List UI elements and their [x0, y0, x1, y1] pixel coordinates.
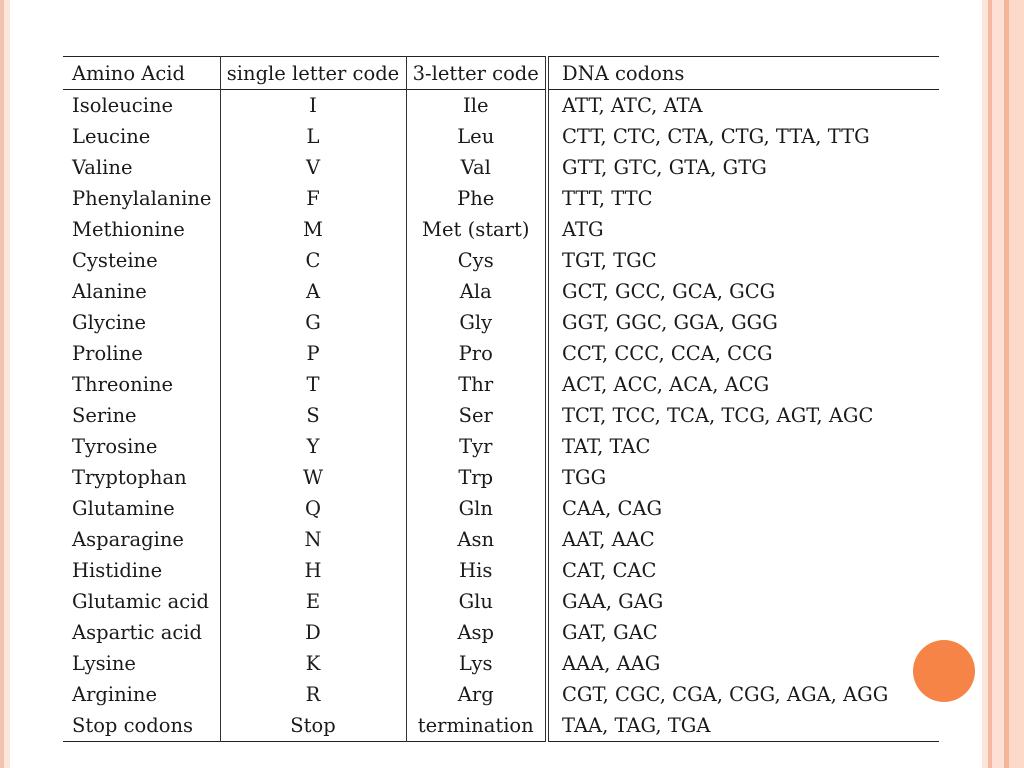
right-border-stripe-3 — [992, 0, 1004, 768]
codon-table — [63, 56, 939, 742]
single-letter-cell: M — [220, 214, 406, 245]
table-row — [63, 152, 939, 183]
three-letter-cell: Glu — [406, 586, 547, 617]
dna-codons-cell: CGT, CGC, CGA, CGG, AGA, AGG — [547, 679, 939, 710]
amino-acid-cell: Glutamic acid — [72, 590, 209, 613]
dna-codons-cell: AAT, AAC — [547, 524, 939, 555]
single-letter-cell: R — [220, 679, 406, 710]
dna-codons-cell: ACT, ACC, ACA, ACG — [547, 369, 939, 400]
dna-codons-cell: AAA, AAG — [547, 648, 939, 679]
dna-codons-cell: GCT, GCC, GCA, GCG — [547, 276, 939, 307]
single-letter-cell: P — [220, 338, 406, 369]
dna-codons-cell: GAA, GAG — [547, 586, 939, 617]
amino-acid-cell: Phenylalanine — [72, 187, 212, 210]
dna-codons-cell: TCT, TCC, TCA, TCG, AGT, AGC — [547, 400, 939, 431]
three-letter-cell: termination — [406, 710, 547, 742]
three-letter-cell: Cys — [406, 245, 547, 276]
table-row — [63, 90, 939, 122]
dna-codons-cell: TGT, TGC — [547, 245, 939, 276]
three-letter-cell: Thr — [406, 369, 547, 400]
single-letter-cell: H — [220, 555, 406, 586]
dna-codons-cell: GTT, GTC, GTA, GTG — [547, 152, 939, 183]
amino-acid-cell: Glutamine — [72, 497, 175, 520]
dna-codons-cell: ATG — [547, 214, 939, 245]
three-letter-cell: Leu — [406, 121, 547, 152]
dna-codons-cell: CAA, CAG — [547, 493, 939, 524]
table-row — [63, 555, 939, 586]
three-letter-cell: Ala — [406, 276, 547, 307]
single-letter-cell: N — [220, 524, 406, 555]
single-letter-cell: F — [220, 183, 406, 214]
three-letter-cell: Asn — [406, 524, 547, 555]
dna-codons-cell: GGT, GGC, GGA, GGG — [547, 307, 939, 338]
table-row — [63, 214, 939, 245]
right-border-stripe-5 — [1009, 0, 1024, 768]
dna-codons-cell: CCT, CCC, CCA, CCG — [547, 338, 939, 369]
table-row — [63, 431, 939, 462]
table-header — [63, 57, 939, 90]
amino-acid-cell: Lysine — [72, 652, 136, 675]
amino-acid-cell: Tyrosine — [72, 435, 158, 458]
three-letter-cell: Phe — [406, 183, 547, 214]
amino-acid-cell: Glycine — [72, 311, 147, 334]
header-dna-codons: DNA codons — [547, 57, 939, 90]
table-row — [63, 276, 939, 307]
dna-codons-cell: CAT, CAC — [547, 555, 939, 586]
single-letter-cell: W — [220, 462, 406, 493]
dna-codons-cell: TAT, TAC — [547, 431, 939, 462]
single-letter-cell: C — [220, 245, 406, 276]
amino-acid-cell: Alanine — [72, 280, 147, 303]
single-letter-cell: D — [220, 617, 406, 648]
table-row — [63, 307, 939, 338]
three-letter-cell: Gln — [406, 493, 547, 524]
three-letter-cell: Ser — [406, 400, 547, 431]
table-row — [63, 245, 939, 276]
three-letter-cell: Lys — [406, 648, 547, 679]
table-body — [63, 90, 939, 742]
single-letter-cell: Q — [220, 493, 406, 524]
left-border-stripe-inner — [4, 0, 10, 768]
single-letter-cell: Stop — [220, 710, 406, 742]
table-row — [63, 679, 939, 710]
single-letter-cell: E — [220, 586, 406, 617]
amino-acid-cell: Stop codons — [72, 714, 194, 737]
amino-acid-cell: Proline — [72, 342, 143, 365]
three-letter-cell: Asp — [406, 617, 547, 648]
three-letter-cell: Met (start) — [406, 214, 547, 245]
table-row — [63, 183, 939, 214]
header-amino-acid: Amino Acid — [72, 61, 186, 85]
amino-acid-cell: Threonine — [72, 373, 174, 396]
dna-codons-cell: GAT, GAC — [547, 617, 939, 648]
amino-acid-cell: Asparagine — [72, 528, 184, 551]
header-row — [63, 57, 939, 90]
single-letter-cell: K — [220, 648, 406, 679]
three-letter-cell: Trp — [406, 462, 547, 493]
single-letter-cell: S — [220, 400, 406, 431]
single-letter-cell: V — [220, 152, 406, 183]
dna-codons-cell: CTT, CTC, CTA, CTG, TTA, TTG — [547, 121, 939, 152]
three-letter-cell: Val — [406, 152, 547, 183]
dna-codons-cell: ATT, ATC, ATA — [547, 90, 939, 122]
table-row — [63, 369, 939, 400]
orange-circle-decoration — [913, 640, 975, 702]
three-letter-cell: Arg — [406, 679, 547, 710]
amino-acid-cell: Leucine — [72, 125, 151, 148]
single-letter-cell: G — [220, 307, 406, 338]
three-letter-cell: Tyr — [406, 431, 547, 462]
single-letter-cell: A — [220, 276, 406, 307]
single-letter-cell: L — [220, 121, 406, 152]
amino-acid-cell: Aspartic acid — [72, 621, 202, 644]
three-letter-cell: His — [406, 555, 547, 586]
amino-acid-cell: Isoleucine — [72, 94, 174, 117]
table-row — [63, 524, 939, 555]
table-row — [63, 586, 939, 617]
amino-acid-cell: Tryptophan — [72, 466, 187, 489]
dna-codons-cell: TTT, TTC — [547, 183, 939, 214]
header-three-letter-code: 3-letter code — [406, 57, 547, 90]
codon-table-container — [63, 56, 939, 742]
three-letter-cell: Ile — [406, 90, 547, 122]
single-letter-cell: T — [220, 369, 406, 400]
single-letter-cell: Y — [220, 431, 406, 462]
table-row — [63, 648, 939, 679]
header-single-letter-code: single letter code — [220, 57, 406, 90]
single-letter-cell: I — [220, 90, 406, 122]
amino-acid-cell: Methionine — [72, 218, 185, 241]
table-row — [63, 462, 939, 493]
table-row — [63, 400, 939, 431]
amino-acid-cell: Valine — [72, 156, 133, 179]
table-row — [63, 710, 939, 742]
three-letter-cell: Pro — [406, 338, 547, 369]
amino-acid-cell: Cysteine — [72, 249, 158, 272]
table-row — [63, 338, 939, 369]
dna-codons-cell: TAA, TAG, TGA — [547, 710, 939, 742]
table-row — [63, 617, 939, 648]
table-row — [63, 493, 939, 524]
dna-codons-cell: TGG — [547, 462, 939, 493]
amino-acid-cell: Serine — [72, 404, 137, 427]
amino-acid-cell: Arginine — [72, 683, 158, 706]
amino-acid-cell: Histidine — [72, 559, 163, 582]
table-row — [63, 121, 939, 152]
three-letter-cell: Gly — [406, 307, 547, 338]
